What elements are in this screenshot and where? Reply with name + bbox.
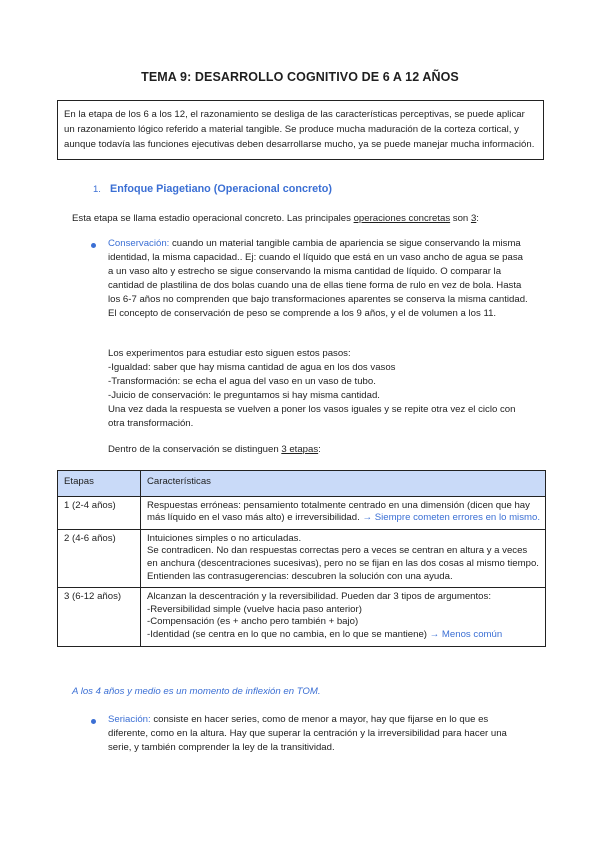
table-header-row [58, 471, 546, 497]
experiment-step: -Transformación: se echa el agua del vaso en un vaso de tubo. [108, 376, 376, 387]
section-number: 1. [93, 184, 101, 195]
description-line [147, 629, 540, 642]
description-line: -Compensación (es + ancho pero también + bajo) [147, 616, 359, 628]
conservacion-text: cuando un material tangible cambia de apariencia se sigue conservando la misma identidad, la misma capacidad.. Ej: cuando el líquido que está en un vaso ancho de agua se pasa a un vaso alto y estrecho se sigue conservando la misma cantidad de líquido. O comparar la cantidad de plastilina de dos bolas cuando una de ellas tiene forma de rulo en vez de bola. Hasta los 6-7 años no comprenden que bajo transformaciones aparentes se conserva la misma cantidad. El concepto de conservación de peso se comprende a los 9 años, y el de volumen a los 11. [108, 238, 528, 319]
table-header-caracteristicas: Características [141, 471, 546, 497]
description-text: -Identidad (se centra en lo que no cambia, en lo que se mantiene) [147, 628, 430, 640]
table-row [58, 529, 546, 587]
table-cell-stage: 3 (6-12 años) [58, 588, 141, 646]
seriacion-text: consiste en hacer series, como de menor a mayor, hay que fijarse en lo que es diferente, como en la altura. Hay que superar la centración y la irreversibilidad para hacer una serie, y también comprender la ley de la transitividad. [108, 714, 507, 753]
experiment-step: -Juicio de conservación: le preguntamos si hay misma cantidad. [108, 390, 380, 401]
description-highlight: → Menos común [429, 628, 503, 640]
operations-count: 3 [470, 213, 477, 224]
table-header-etapas: Etapas [58, 471, 141, 497]
operaciones-concretas-link[interactable]: operaciones concretas [353, 213, 451, 224]
table-cell-stage: 2 (4-6 años) [58, 529, 141, 587]
description-line: Se contradicen. No dan respuestas correctas pero a veces se centran en altura y a veces en anchura (descentraciones sucesivas), pero no se fijan en las dos cosas al mismo tiempo. [147, 545, 539, 569]
table-cell-description [141, 496, 546, 529]
stages-text-after: : [318, 444, 321, 455]
experiments-block [108, 347, 530, 431]
table-row [58, 496, 546, 529]
table-row [58, 588, 546, 646]
description-line: -Reversibilidad simple (vuelve hacia paso anterior) [147, 603, 362, 615]
seriacion-term: Seriación: [108, 714, 151, 725]
experiment-step: -Igualdad: saber que hay misma cantidad de agua en los dos vasos [108, 362, 396, 373]
page-title: TEMA 9: DESARROLLO COGNITIVO DE 6 A 12 AÑOS [141, 70, 459, 84]
description-highlight: → Siempre cometen errores en lo mismo. [362, 512, 540, 524]
conservacion-term: Conservación: [108, 238, 170, 249]
experiments-intro: Los experimentos para estudiar esto siguen estos pasos: [108, 348, 351, 359]
section-heading [93, 183, 332, 195]
stage-text-middle: son [450, 213, 471, 224]
table-cell-description [141, 588, 546, 646]
seriacion-paragraph [108, 713, 530, 755]
stage-text-after: : [476, 213, 479, 224]
description-line: Respuestas erróneas: pensamiento totalmente centrado en una dimensión (dicen que hay más líquido en el vaso más alto) e irreversibilidad. [147, 499, 530, 524]
table-cell-stage: 1 (2-4 años) [58, 496, 141, 529]
tom-note: A los 4 años y medio es un momento de inflexión en TOM. [72, 686, 321, 697]
bullet-icon [91, 243, 96, 248]
conservacion-paragraph [108, 237, 530, 321]
table-cell-description [141, 529, 546, 587]
tres-etapas-link[interactable]: 3 etapas [281, 444, 319, 455]
stage-paragraph [72, 212, 552, 226]
experiment-repeat: Una vez dada la respuesta se vuelven a poner los vasos iguales y se repite otra vez el ciclo con otra transformación. [108, 404, 516, 429]
stage-text-before: Esta etapa se llama estadio operacional concreto. Las principales [72, 213, 354, 224]
section-heading-text: Enfoque Piagetiano (Operacional concreto) [110, 183, 332, 195]
description-line: Alcanzan la descentración y la reversibilidad. Pueden dar 3 tipos de argumentos: [147, 591, 491, 603]
stages-text-before: Dentro de la conservación se distinguen [108, 444, 282, 455]
stages-table [57, 470, 546, 647]
description-line: Intuiciones simples o no articuladas. [147, 532, 302, 544]
stages-intro [108, 443, 530, 457]
description-line: Entienden las contrasugerencias: descubren la solución con una ayuda. [147, 570, 453, 582]
bullet-icon [91, 719, 96, 724]
intro-box: En la etapa de los 6 a los 12, el razonamiento se desliga de las características perceptivas, se puede aplicar un razonamiento lógico referido a material tangible. Se produce mucha maduración de la corteza cortical, y aunque todavía las funciones ejecutivas deben desarrollarse mucho, ya se puede manejar mucha información. [57, 100, 544, 160]
